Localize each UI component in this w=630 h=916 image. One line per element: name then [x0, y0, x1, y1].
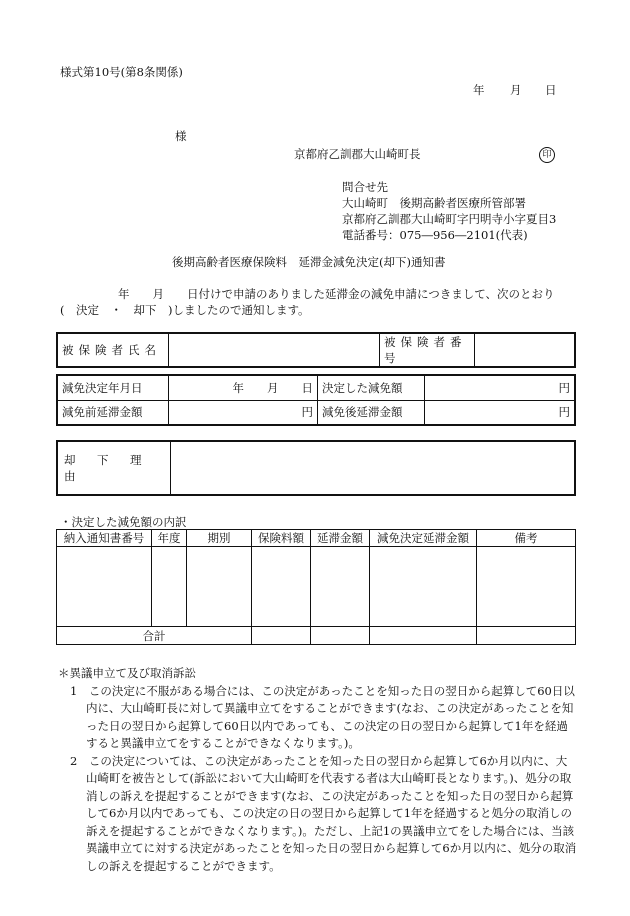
intro-line-1: 年 月 日付けで申請のありました延滞金の減免申請につきまして、次のとおり: [118, 287, 555, 301]
decided-amount-yen[interactable]: 円: [425, 375, 576, 400]
cell-reduced-delinquency[interactable]: [370, 547, 477, 627]
notes-heading: ＊異議申立て及び取消訴訟: [58, 666, 196, 680]
rejection-reason-field[interactable]: [171, 441, 576, 495]
insured-table: [56, 332, 576, 368]
insured-name-label: 被保険者氏名: [57, 333, 169, 367]
decided-amount-label: 決定した減免額: [318, 375, 425, 400]
contact-phone: 電話番号：075―956―2101(代表): [342, 228, 528, 242]
decision-table: [56, 374, 576, 426]
contact-address: 京都府乙訓郡大山崎町字円明寺小字夏目3: [342, 212, 557, 226]
rejection-table: [56, 440, 576, 496]
form-number: 様式第10号(第8条関係): [60, 65, 183, 79]
intro-line-2: ( 決定 ・ 却下 )しましたので通知します。: [60, 303, 310, 317]
date-year-label: 年: [473, 83, 485, 97]
cell-delinquency[interactable]: [311, 547, 370, 627]
total-row: [57, 627, 576, 645]
insured-name-field[interactable]: [169, 333, 380, 367]
seal-mark: 印: [539, 147, 555, 163]
contact-department: 大山崎町 後期高齢者医療所管部署: [342, 196, 526, 210]
cell-notice-number[interactable]: [57, 547, 152, 627]
total-remarks[interactable]: [477, 627, 576, 645]
date-day-label: 日: [545, 83, 557, 97]
cell-fiscal-year[interactable]: [152, 547, 187, 627]
insured-number-label: 被保険者番号: [380, 333, 475, 367]
before-amount-label: 減免前延滞金額: [57, 400, 169, 425]
total-premium[interactable]: [252, 627, 311, 645]
rejection-reason-label: 却 下 理 由: [57, 441, 171, 495]
contact-label: 問合せ先: [342, 180, 388, 194]
cell-premium[interactable]: [252, 547, 311, 627]
decision-date-value[interactable]: 年 月 日: [169, 375, 318, 400]
decision-date-label: 減免決定年月日: [57, 375, 169, 400]
col-header-notice-number: 納入通知書番号: [57, 530, 152, 547]
col-header-remarks: 備考: [477, 530, 576, 547]
total-reduced-delinquency[interactable]: [370, 627, 477, 645]
col-header-fiscal-year: 年度: [152, 530, 187, 547]
addressee-sama: 様: [175, 129, 187, 143]
after-amount-label: 減免後延滞金額: [318, 400, 425, 425]
table-row: [57, 547, 576, 627]
notes-item-1: 1 この決定に不服がある場合には、この決定があったことを知った日の翌日から起算して60日以内に、大山崎町長に対して異議申立てをすることができます(なお、この決定があったことを知った日の翌日から起算して60日以内であっても、この決定の日の翌日から起算して1年を経過すると異議申立てをすることができなくなります。)。: [70, 683, 575, 750]
cell-remarks[interactable]: [477, 547, 576, 627]
after-amount-yen[interactable]: 円: [425, 400, 576, 425]
total-delinquency[interactable]: [311, 627, 370, 645]
cell-period[interactable]: [187, 547, 252, 627]
breakdown-caption: ・決定した減免額の内訳: [60, 515, 187, 529]
notes-item-2: 2 この決定については、この決定があったことを知った日の翌日から起算して6か月以内に、大山崎町を被告として(訴訟において大山崎町を代表する者は大山崎町長となります。)、処分の取消しの訴えを提起することができます(なお、この決定があったことを知った日の翌日から起算して6か月以内であっても、この決定の日の翌日から起算して1年を経過すると処分の取消しの訴えを提起することができなくなります。)。ただし、上記1の異議申立てをした場合には、当該異議申立てに対する決定があったことを知った日の翌日から起算して6か月以内に、処分の取消しの訴えを提起することができます。: [70, 753, 577, 873]
document-title: 後期高齢者医療保険料 延滞金減免決定(却下)通知書: [172, 255, 446, 269]
insured-number-field[interactable]: [475, 333, 576, 367]
date-month-label: 月: [510, 83, 522, 97]
issuer-name: 京都府乙訓郡大山崎町長: [294, 147, 421, 161]
col-header-premium: 保険料額: [252, 530, 311, 547]
total-label: 合計: [57, 627, 252, 645]
breakdown-table: [56, 529, 576, 645]
col-header-period: 期別: [187, 530, 252, 547]
appeal-notes: [58, 665, 578, 875]
before-amount-yen[interactable]: 円: [169, 400, 318, 425]
col-header-reduced-delinquency: 減免決定延滞金額: [370, 530, 477, 547]
col-header-delinquency: 延滞金額: [311, 530, 370, 547]
